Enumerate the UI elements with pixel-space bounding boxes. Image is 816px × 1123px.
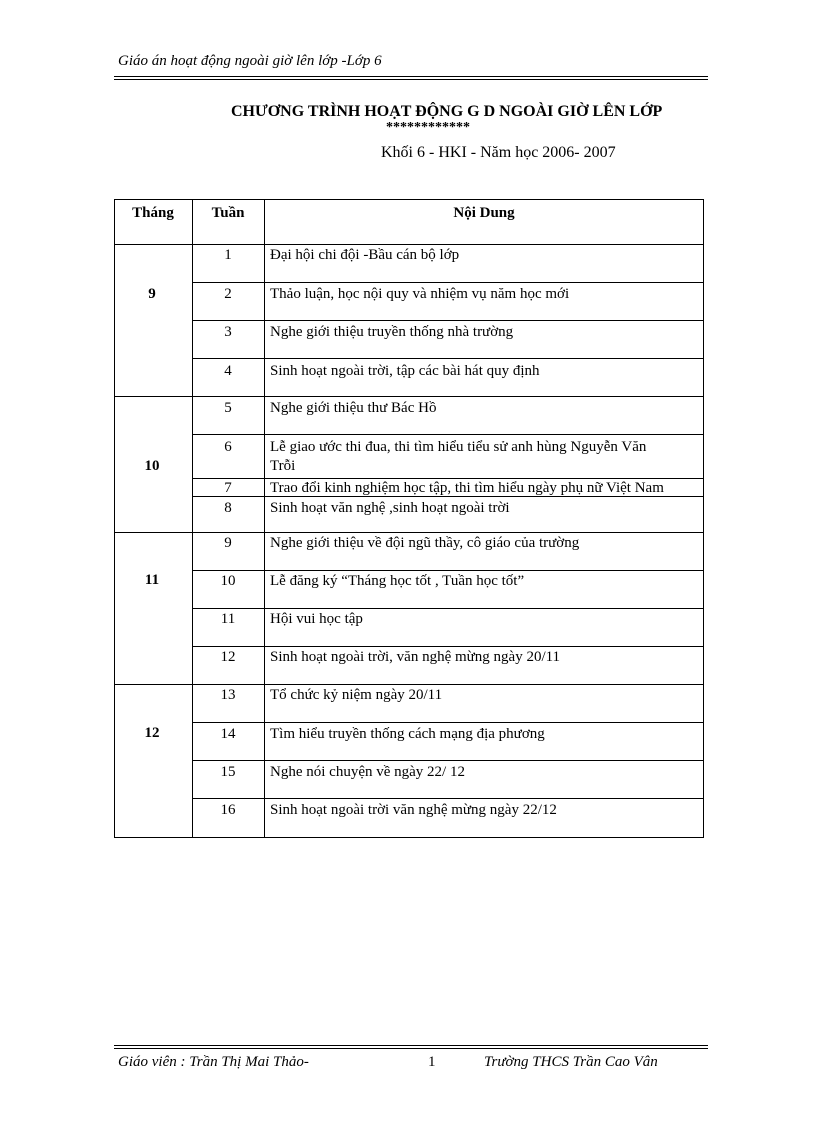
header-rule — [114, 76, 708, 77]
header-rule-thin — [114, 79, 708, 80]
month-cell: 11 — [144, 572, 160, 588]
header-content: Nội Dung — [453, 205, 515, 221]
content-cell: Sinh hoạt ngoài trời, tập các bài hát quy định — [270, 363, 540, 379]
content-cell: Nghe giới thiệu về đội ngũ thầy, cô giáo của trường — [270, 535, 580, 551]
week-cell: 10 — [220, 573, 236, 589]
page-header: Giáo án hoạt động ngoài giờ lên lớp -Lớp 6 — [118, 53, 382, 69]
row-line — [192, 320, 704, 321]
week-cell: 6 — [224, 439, 232, 455]
group-divider — [114, 396, 704, 397]
header-month: Tháng — [132, 205, 174, 221]
week-cell: 11 — [220, 611, 236, 627]
table-divider-week — [264, 199, 265, 838]
content-cell: Thảo luận, học nội quy và nhiệm vụ năm học mới — [270, 286, 570, 302]
footer-rule — [114, 1045, 708, 1046]
row-line — [192, 358, 704, 359]
table-border-top — [114, 199, 704, 200]
content-cell: Tìm hiểu truyền thống cách mạng địa phương — [270, 726, 545, 742]
table-border-right — [703, 199, 704, 838]
row-line — [192, 722, 704, 723]
week-cell: 16 — [220, 802, 236, 818]
header-bottom-line — [114, 244, 704, 245]
week-cell: 14 — [220, 726, 236, 742]
footer-teacher: Giáo viên : Trần Thị Mai Thảo- — [118, 1054, 309, 1070]
content-cell: Đại hội chi đội -Bầu cán bộ lớp — [270, 247, 460, 263]
content-cell: Trao đổi kinh nghiệm học tập, thi tìm hiểu ngày phụ nữ Việt Nam — [270, 480, 664, 496]
document-title: CHƯƠNG TRÌNH HOẠT ĐỘNG G D NGOÀI GIỜ LÊN LỚP — [231, 103, 663, 120]
month-cell: 9 — [148, 286, 156, 302]
week-cell: 4 — [224, 363, 232, 379]
week-cell: 1 — [224, 247, 232, 263]
month-cell: 12 — [144, 725, 160, 741]
week-cell: 12 — [220, 649, 236, 665]
content-cell: Lễ đăng ký “Tháng học tốt , Tuần học tốt” — [270, 573, 525, 589]
content-cell: Tổ chức kỷ niệm ngày 20/11 — [270, 687, 443, 703]
schedule-table — [114, 199, 704, 838]
title-stars: ************ — [386, 120, 470, 135]
content-cell: Lễ giao ước thi đua, thi tìm hiểu tiểu sử anh hùng Nguyễn Văn — [270, 439, 647, 455]
group-divider — [114, 684, 704, 685]
document-subtitle: Khối 6 - HKI - Năm học 2006- 2007 — [381, 144, 616, 161]
week-cell: 8 — [224, 500, 232, 516]
row-line — [192, 646, 704, 647]
row-line — [192, 434, 704, 435]
month-cell: 10 — [144, 458, 160, 474]
page-number: 1 — [428, 1054, 436, 1070]
table-border-bottom — [114, 837, 704, 838]
week-cell: 7 — [224, 480, 232, 496]
content-cell-continuation: Trỗi — [270, 458, 296, 474]
week-cell: 3 — [224, 324, 232, 340]
row-line — [192, 282, 704, 283]
content-cell: Sinh hoạt văn nghệ ,sinh hoạt ngoài trời — [270, 500, 510, 516]
week-cell: 5 — [224, 400, 232, 416]
content-cell: Nghe nói chuyện về ngày 22/ 12 — [270, 764, 465, 780]
content-cell: Nghe giới thiệu thư Bác Hồ — [270, 400, 437, 416]
week-cell: 2 — [224, 286, 232, 302]
header-week: Tuần — [211, 205, 245, 221]
content-cell: Nghe giới thiệu truyền thống nhà trường — [270, 324, 514, 340]
row-line — [192, 798, 704, 799]
row-line — [192, 570, 704, 571]
content-cell: Sinh hoạt ngoài trời văn nghệ mừng ngày 22/12 — [270, 802, 557, 818]
content-cell: Hội vui học tập — [270, 611, 363, 627]
footer-school: Trường THCS Trần Cao Vân — [484, 1054, 658, 1070]
row-line — [192, 760, 704, 761]
week-cell: 9 — [224, 535, 232, 551]
row-line — [192, 608, 704, 609]
content-cell: Sinh hoạt ngoài trời, văn nghệ mừng ngày 20/11 — [270, 649, 561, 665]
group-divider — [114, 532, 704, 533]
footer-rule-thin — [114, 1048, 708, 1049]
week-cell: 13 — [220, 687, 236, 703]
week-cell: 15 — [220, 764, 236, 780]
